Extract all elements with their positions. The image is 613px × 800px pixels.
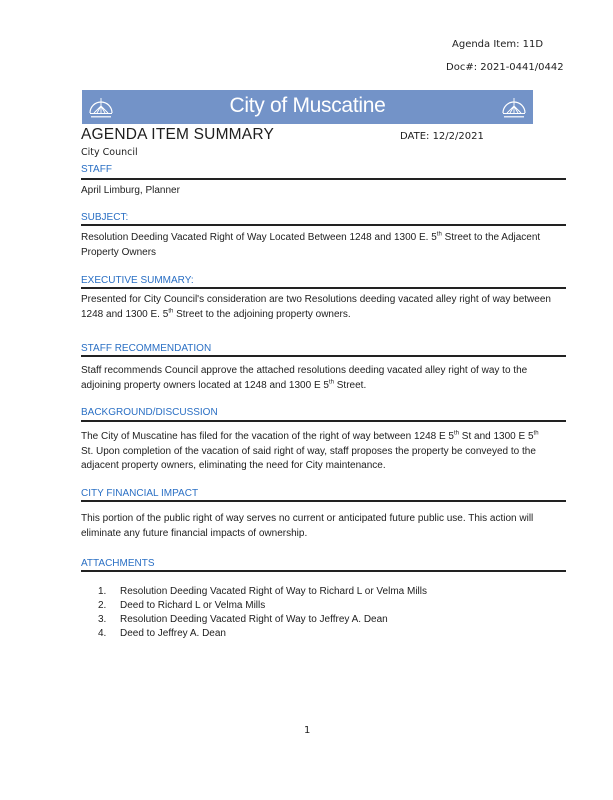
attachments-list	[98, 585, 427, 641]
divider	[81, 570, 566, 572]
background-text: The City of Muscatine has filed for the vacation of the right of way between 1248 E 5th St and 1300 E 5th St. Upon completion of the vacation of said right of way, staff proposes the property be conveyed to the adjacent property owners, eliminating the need for City maintenance.	[81, 430, 539, 471]
divider	[81, 500, 566, 502]
body-name: City Council	[81, 147, 138, 158]
attachment-item: 4. Deed to Jeffrey A. Dean	[98, 628, 226, 639]
divider	[81, 178, 566, 180]
section-heading-subject: SUBJECT:	[81, 212, 129, 223]
section-heading-staff: STAFF	[81, 164, 112, 175]
divider	[81, 287, 566, 289]
banner-title: City of Muscatine	[229, 94, 386, 117]
section-heading-attachments: ATTACHMENTS	[81, 558, 155, 569]
city-banner	[82, 90, 533, 124]
divider	[81, 355, 566, 357]
section-heading-executive-summary: EXECUTIVE SUMMARY:	[81, 275, 194, 286]
page-number: 1	[304, 725, 311, 736]
agenda-item-number: Agenda Item: 11D	[452, 39, 544, 50]
page-title: AGENDA ITEM SUMMARY	[81, 126, 274, 143]
section-heading-staff-recommendation: STAFF RECOMMENDATION	[81, 343, 212, 354]
attachment-item: 1. Resolution Deeding Vacated Right of Way to Richard L or Velma Mills	[98, 586, 427, 597]
divider	[81, 224, 566, 226]
financial-impact-text: This portion of the public right of way serves no current or anticipated future public use. This action will eliminate any future financial impacts of ownership.	[81, 513, 534, 539]
meeting-date: DATE: 12/2/2021	[400, 131, 484, 142]
section-heading-background: BACKGROUND/DISCUSSION	[81, 407, 218, 418]
staff-text: April Limburg, Planner	[81, 185, 180, 196]
city-logo-icon	[500, 94, 528, 120]
subject-text: Resolution Deeding Vacated Right of Way Located Between 1248 and 1300 E. 5th Street to the Adjacent Property Owners	[81, 231, 541, 258]
staff-recommendation-text: Staff recommends Council approve the attached resolutions deeding vacated alley right of way to the adjoining property owners located at 1248 and 1300 E 5th Street.	[81, 365, 528, 391]
doc-number: Doc#: 2021-0441/0442	[446, 62, 564, 73]
divider	[81, 420, 566, 422]
executive-summary-text: Presented for City Council's consideration are two Resolutions deeding vacated alley right of way between 1248 and 1300 E. 5th Street to the adjoining property owners.	[81, 294, 551, 320]
attachment-item: 2. Deed to Richard L or Velma Mills	[98, 600, 266, 611]
section-heading-financial-impact: CITY FINANCIAL IMPACT	[81, 488, 199, 499]
attachment-item: 3. Resolution Deeding Vacated Right of Way to Jeffrey A. Dean	[98, 614, 388, 625]
